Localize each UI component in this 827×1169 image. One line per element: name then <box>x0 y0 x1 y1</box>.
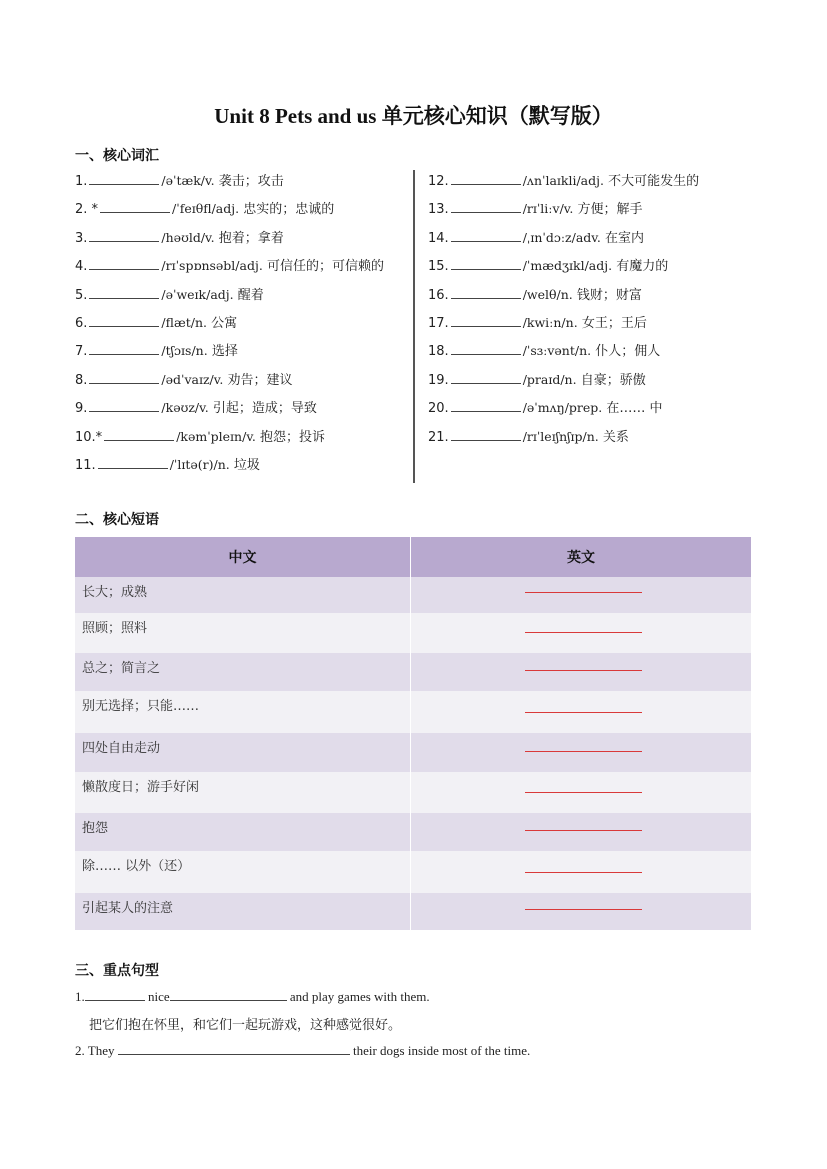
phrase-chinese: 别无选择；只能…… <box>75 691 411 733</box>
table-row <box>75 653 752 691</box>
phrase-english-cell[interactable] <box>411 653 752 691</box>
column-header-english: 英文 <box>411 537 752 577</box>
phrase-chinese: 除…… 以外（还） <box>75 851 411 893</box>
phrase-chinese: 照顾；照料 <box>75 613 411 653</box>
sentence-2-end: their dogs inside most of the time. <box>352 1043 531 1058</box>
answer-blank[interactable] <box>451 428 521 441</box>
phrase-english-cell[interactable] <box>411 851 752 893</box>
answer-blank[interactable] <box>85 988 145 1001</box>
phrase-chinese: 四处自由走动 <box>75 733 411 772</box>
vocab-phonetic: /rɪˈliːv/v. <box>522 201 574 217</box>
vocab-phonetic: /kəmˈpleɪn/v. <box>176 428 256 444</box>
answer-blank[interactable] <box>89 371 159 384</box>
vocab-item <box>75 456 410 484</box>
vocab-meaning: 引起；造成；导致 <box>212 401 317 417</box>
vocab-item <box>428 257 768 285</box>
answer-blank[interactable] <box>89 257 159 270</box>
phrase-chinese: 抱怨 <box>75 813 411 851</box>
vocab-phonetic: /rɪˈleɪʃnʃɪp/n. <box>522 428 599 444</box>
vocab-meaning: 不大可能发生的 <box>608 174 700 189</box>
answer-line[interactable] <box>525 592 642 593</box>
vocab-item <box>75 286 410 314</box>
vocab-number: 20. <box>428 401 449 417</box>
answer-blank[interactable] <box>451 229 521 242</box>
vocab-meaning: 选择 <box>211 344 238 360</box>
answer-blank[interactable] <box>451 200 521 213</box>
vocab-meaning: 忠实的；忠诚的 <box>243 202 335 218</box>
vocab-item <box>428 428 768 456</box>
answer-blank[interactable] <box>451 342 521 355</box>
vocab-meaning: 仆人；佣人 <box>595 344 661 360</box>
vocab-meaning: 抱怨；投诉 <box>260 429 326 445</box>
sentence-1-word: nice <box>148 989 170 1004</box>
vocab-item <box>428 229 768 257</box>
answer-blank[interactable] <box>89 399 159 412</box>
answer-blank[interactable] <box>451 371 521 384</box>
answer-line[interactable] <box>525 909 642 910</box>
vocab-meaning: 在室内 <box>604 230 644 246</box>
vocab-phonetic: /ˌɪnˈdɔːz/adv. <box>522 229 601 245</box>
vocab-number: 4. <box>75 259 88 275</box>
answer-line[interactable] <box>525 632 642 633</box>
vocab-meaning: 抱着；拿着 <box>218 230 284 246</box>
vocab-number: 9. <box>75 401 88 417</box>
vocab-phonetic: /welθ/n. <box>522 286 573 302</box>
sentence-1 <box>75 988 430 1005</box>
vocab-item <box>428 200 768 228</box>
sentence-1-number: 1. <box>75 989 85 1004</box>
table-row <box>75 691 752 733</box>
phrase-chinese: 懒散度日；游手好闲 <box>75 772 411 813</box>
vocab-number: 18. <box>428 344 449 360</box>
vocab-phonetic: /ˈmædʒɪkl/adj. <box>522 258 613 274</box>
answer-blank[interactable] <box>451 172 521 185</box>
vocab-item <box>75 257 410 285</box>
vocab-meaning: 女王；王后 <box>581 315 647 331</box>
vocab-meaning: 公寓 <box>211 315 238 331</box>
section-heading-phrases: 二、核心短语 <box>75 512 159 528</box>
phrase-english-cell[interactable] <box>411 772 752 813</box>
vocab-phonetic: /ˈlɪtə(r)/n. <box>169 456 230 472</box>
answer-blank[interactable] <box>451 399 521 412</box>
column-header-chinese: 中文 <box>75 537 411 577</box>
vocab-item <box>428 172 768 200</box>
answer-blank[interactable] <box>104 428 174 441</box>
phrase-chinese: 引起某人的注意 <box>75 893 411 930</box>
vocab-phonetic: /flæt/n. <box>161 314 207 330</box>
vocab-phonetic: /əˈmʌŋ/prep. <box>522 400 603 416</box>
vocab-phonetic: /tʃɔɪs/n. <box>161 343 208 359</box>
answer-blank[interactable] <box>451 286 521 299</box>
vocab-meaning: 垃圾 <box>233 457 260 473</box>
vocab-number: 15. <box>428 259 449 275</box>
answer-blank[interactable] <box>451 314 521 327</box>
table-row <box>75 733 752 772</box>
sentence-2-start: 2. They <box>75 1043 115 1058</box>
vocab-meaning: 在…… 中 <box>606 401 663 417</box>
vocab-item <box>75 342 410 370</box>
page-title: Unit 8 Pets and us 单元核心知识（默写版） <box>214 104 613 128</box>
vocab-number: 2. * <box>75 202 99 218</box>
table-row <box>75 813 752 851</box>
answer-line[interactable] <box>525 872 642 873</box>
vocab-number: 3. <box>75 230 88 246</box>
answer-blank[interactable] <box>451 257 521 270</box>
section-heading-sentences: 三、重点句型 <box>75 963 159 979</box>
vocab-number: 13. <box>428 202 449 218</box>
vocab-item <box>428 286 768 314</box>
vocab-meaning: 袭击；攻击 <box>218 174 284 189</box>
vocab-number: 17. <box>428 315 449 331</box>
vocab-number: 12. <box>428 174 449 189</box>
vocab-number: 7. <box>75 344 88 360</box>
sentence-2 <box>75 1042 530 1059</box>
phrase-chinese: 总之；简言之 <box>75 653 411 691</box>
vocab-item <box>75 399 410 427</box>
vocab-meaning: 可信任的；可信赖的 <box>266 259 384 275</box>
answer-line[interactable] <box>525 670 642 671</box>
table-row <box>75 613 752 653</box>
vocab-list-right <box>428 172 768 456</box>
phrase-english-cell[interactable] <box>411 613 752 653</box>
answer-line[interactable] <box>525 830 642 831</box>
phrase-english-cell[interactable] <box>411 733 752 772</box>
answer-line[interactable] <box>525 712 642 713</box>
section-heading-vocab: 一、核心词汇 <box>75 148 159 164</box>
vocab-meaning: 关系 <box>602 429 629 445</box>
vocab-list-left <box>75 172 410 484</box>
answer-blank[interactable] <box>89 172 159 185</box>
table-row <box>75 577 752 613</box>
vocab-phonetic: /praɪd/n. <box>522 371 577 387</box>
vocab-number: 21. <box>428 429 449 445</box>
vocab-number: 10.* <box>75 429 103 445</box>
vocab-phonetic: /ˈsɜːvənt/n. <box>522 343 592 359</box>
answer-blank[interactable] <box>89 286 159 299</box>
vocab-number: 1. <box>75 174 88 189</box>
vocab-number: 19. <box>428 372 449 388</box>
vocab-phonetic: /əˈtæk/v. <box>161 173 215 188</box>
table-row <box>75 851 752 893</box>
vocab-phonetic: /ʌnˈlaɪkli/adj. <box>522 173 604 188</box>
sentence-1-translation: 把它们抱在怀里，和它们一起玩游戏，这种感觉很好。 <box>89 1018 402 1033</box>
answer-line[interactable] <box>525 751 642 752</box>
phrase-english-cell[interactable] <box>411 691 752 733</box>
vocab-meaning: 有魔力的 <box>616 259 669 275</box>
column-divider <box>413 170 415 483</box>
vocab-number: 8. <box>75 372 88 388</box>
table-row <box>75 893 752 930</box>
answer-blank[interactable] <box>98 456 168 469</box>
phrase-english-cell[interactable] <box>411 577 752 613</box>
vocab-item <box>428 342 768 370</box>
vocab-item <box>428 371 768 399</box>
vocab-meaning: 方便；解手 <box>577 202 643 218</box>
vocab-item <box>75 314 410 342</box>
answer-blank[interactable] <box>89 229 159 242</box>
vocab-item <box>428 314 768 342</box>
vocab-phonetic: /həʊld/v. <box>161 229 215 245</box>
vocab-phonetic: /rɪˈspɒnsəbl/adj. <box>161 258 263 274</box>
phrase-english-cell[interactable] <box>411 893 752 930</box>
answer-blank[interactable] <box>89 314 159 327</box>
vocab-item <box>428 399 768 427</box>
vocab-phonetic: /ədˈvaɪz/v. <box>161 371 224 387</box>
answer-blank[interactable] <box>170 988 287 1001</box>
vocab-meaning: 钱财；财富 <box>576 287 642 303</box>
phrase-table <box>75 537 752 930</box>
answer-line[interactable] <box>525 792 642 793</box>
vocab-item <box>75 428 410 456</box>
sentence-1-end: and play games with them. <box>289 989 430 1004</box>
vocab-phonetic: /əˈweɪk/adj. <box>161 286 234 302</box>
vocab-meaning: 自豪；骄傲 <box>580 372 646 388</box>
vocab-number: 14. <box>428 230 449 246</box>
answer-blank[interactable] <box>118 1042 350 1055</box>
vocab-item <box>75 200 410 228</box>
vocab-item <box>75 172 410 200</box>
vocab-number: 16. <box>428 287 449 303</box>
answer-blank[interactable] <box>89 342 159 355</box>
vocab-item <box>75 371 410 399</box>
vocab-meaning: 醒着 <box>237 287 264 303</box>
phrase-english-cell[interactable] <box>411 813 752 851</box>
vocab-phonetic: /ˈfeɪθfl/adj. <box>172 201 240 217</box>
table-row <box>75 772 752 813</box>
answer-blank[interactable] <box>100 200 170 213</box>
vocab-number: 11. <box>75 457 96 473</box>
vocab-number: 6. <box>75 315 88 331</box>
vocab-meaning: 劝告；建议 <box>227 372 293 388</box>
vocab-phonetic: /kəʊz/v. <box>161 400 209 416</box>
vocab-number: 5. <box>75 287 88 303</box>
phrase-chinese: 长大；成熟 <box>75 577 411 613</box>
vocab-phonetic: /kwiːn/n. <box>522 314 578 330</box>
vocab-item <box>75 229 410 257</box>
